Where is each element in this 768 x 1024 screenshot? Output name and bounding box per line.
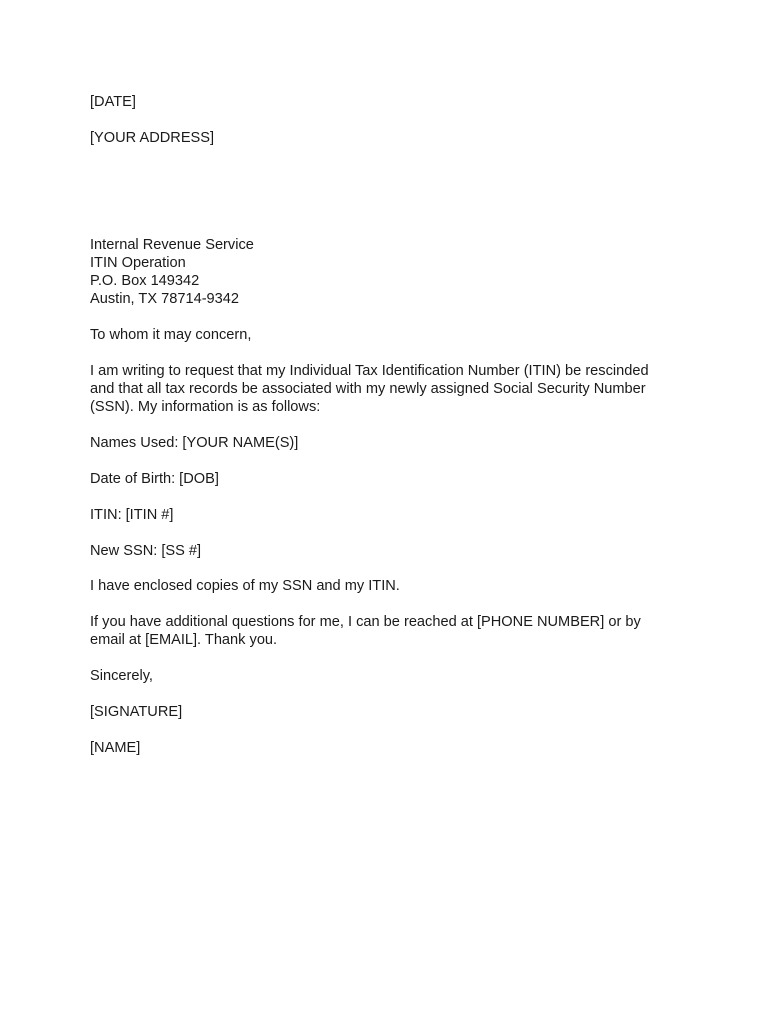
recipient-line: ITIN Operation xyxy=(90,255,186,271)
intro-line: I am writing to request that my Individual Tax Identification Number (ITIN) be rescinded xyxy=(90,363,649,379)
dob-label: Date of Birth: xyxy=(90,471,176,487)
recipient-line: Internal Revenue Service xyxy=(90,237,254,253)
itin-value: [ITIN #] xyxy=(125,507,174,523)
enclosure-note: I have enclosed copies of my SSN and my ITIN. xyxy=(90,578,400,594)
intro-paragraph xyxy=(90,362,649,416)
ssn-label: New SSN: xyxy=(90,543,158,559)
itin-field xyxy=(90,506,173,524)
date-placeholder: [DATE] xyxy=(90,94,136,110)
signature-placeholder: [SIGNATURE] xyxy=(90,704,183,720)
name-placeholder: [NAME] xyxy=(90,740,141,756)
ssn-value: [SS #] xyxy=(161,543,202,559)
contact-paragraph xyxy=(90,613,641,649)
dob-value: [DOB] xyxy=(179,471,219,487)
itin-label: ITIN: xyxy=(90,507,122,523)
dob-field xyxy=(90,470,219,488)
recipient-line: P.O. Box 149342 xyxy=(90,273,200,289)
intro-line: and that all tax records be associated with my newly assigned Social Security Number xyxy=(90,381,646,397)
names-used-value: [YOUR NAME(S)] xyxy=(182,435,299,451)
names-used-label: Names Used: xyxy=(90,435,179,451)
intro-line: (SSN). My information is as follows: xyxy=(90,399,321,415)
names-used-field xyxy=(90,434,298,452)
recipient-line: Austin, TX 78714-9342 xyxy=(90,291,240,307)
sender-address-placeholder: [YOUR ADDRESS] xyxy=(90,130,215,146)
ssn-field xyxy=(90,542,201,560)
recipient-address xyxy=(90,236,254,308)
contact-line: If you have additional questions for me, I can be reached at [PHONE NUMBER] or by xyxy=(90,614,641,630)
contact-line: email at [EMAIL]. Thank you. xyxy=(90,632,278,648)
salutation: To whom it may concern, xyxy=(90,327,252,343)
closing: Sincerely, xyxy=(90,668,153,684)
